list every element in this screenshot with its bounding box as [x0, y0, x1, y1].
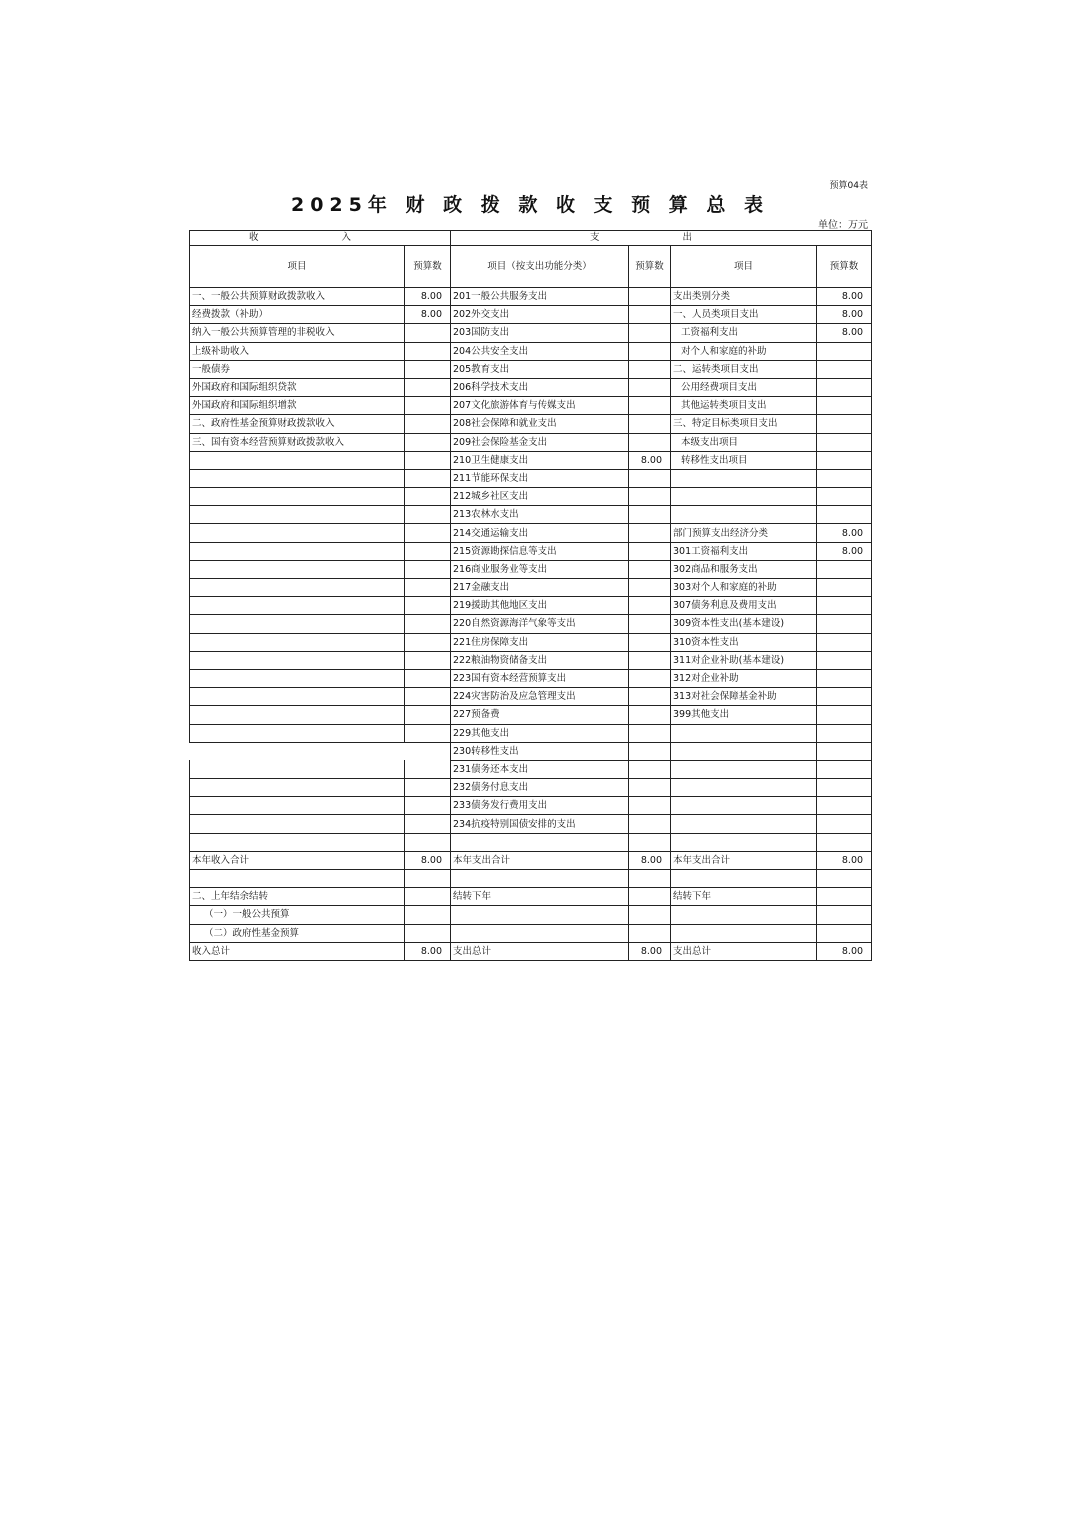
income-item-cell	[190, 651, 405, 669]
func-item-cell: 202外交支出	[451, 306, 629, 324]
table-row	[190, 615, 872, 633]
income-item-cell	[190, 524, 405, 542]
econ-amount-cell	[817, 397, 872, 415]
econ-amount-cell	[817, 342, 872, 360]
econ-amount-cell	[817, 615, 872, 633]
table-row	[190, 397, 872, 415]
func-item-cell: 212城乡社区支出	[451, 488, 629, 506]
income-amount-cell	[405, 779, 451, 797]
econ-item-cell: 307债务利息及费用支出	[671, 597, 817, 615]
income-amount-cell	[405, 433, 451, 451]
func-amount-cell	[629, 597, 671, 615]
econ-amount-cell	[817, 597, 872, 615]
func-amount-cell	[629, 324, 671, 342]
econ-item-cell: 一、人员类项目支出	[671, 306, 817, 324]
income-item-cell: 收入总计	[190, 942, 405, 960]
income-amount-cell	[405, 724, 451, 742]
econ-item-cell	[671, 815, 817, 833]
func-amount-cell	[629, 742, 671, 760]
table-row	[190, 360, 872, 378]
income-amount-cell	[405, 906, 451, 924]
econ-item-cell: 三、特定目标类项目支出	[671, 415, 817, 433]
func-item-cell: 234抗疫特别国债安排的支出	[451, 815, 629, 833]
income-item-cell: 一、一般公共预算财政拨款收入	[190, 288, 405, 306]
func-item-cell: 203国防支出	[451, 324, 629, 342]
table-row	[190, 324, 872, 342]
table-row	[190, 560, 872, 578]
header-econ-item: 项目	[671, 246, 817, 288]
income-item-cell	[190, 779, 405, 797]
econ-amount-cell	[817, 888, 872, 906]
income-amount-cell: 8.00	[405, 942, 451, 960]
econ-item-cell: 二、运转类项目支出	[671, 360, 817, 378]
budget-summary-table	[189, 230, 872, 961]
econ-item-cell: 公用经费项目支出	[671, 378, 817, 396]
func-item-cell: 224灾害防治及应急管理支出	[451, 688, 629, 706]
income-item-cell: 一般债券	[190, 360, 405, 378]
func-item-cell: 222粮油物资储备支出	[451, 651, 629, 669]
income-item-cell	[190, 760, 405, 778]
header-econ-amount: 预算数	[817, 246, 872, 288]
income-amount-cell	[405, 342, 451, 360]
income-amount-cell	[405, 688, 451, 706]
table-row	[190, 451, 872, 469]
income-amount-cell	[405, 870, 451, 888]
econ-item-cell: 301工资福利支出	[671, 542, 817, 560]
table-row	[190, 906, 872, 924]
income-amount-cell	[405, 360, 451, 378]
func-item-cell	[451, 833, 629, 851]
table-row	[190, 724, 872, 742]
income-item-cell	[190, 815, 405, 833]
econ-item-cell: 本级支出项目	[671, 433, 817, 451]
income-item-cell	[190, 488, 405, 506]
table-row	[190, 633, 872, 651]
table-row	[190, 779, 872, 797]
income-amount-cell	[405, 760, 451, 778]
econ-item-cell	[671, 724, 817, 742]
income-item-cell: 二、政府性基金预算财政拨款收入	[190, 415, 405, 433]
income-item-cell	[190, 724, 405, 742]
econ-item-cell: 其他运转类项目支出	[671, 397, 817, 415]
func-amount-cell	[629, 560, 671, 578]
table-row	[190, 378, 872, 396]
func-amount-cell	[629, 506, 671, 524]
func-item-cell: 205教育支出	[451, 360, 629, 378]
income-item-cell: 外国政府和国际组织增款	[190, 397, 405, 415]
econ-item-cell	[671, 469, 817, 487]
econ-item-cell	[671, 924, 817, 942]
income-item-cell: 二、上年结余结转	[190, 888, 405, 906]
table-row	[190, 851, 872, 869]
table-row	[190, 651, 872, 669]
func-item-cell: 207文化旅游体育与传媒支出	[451, 397, 629, 415]
econ-amount-cell: 8.00	[817, 288, 872, 306]
income-item-cell	[190, 833, 405, 851]
income-amount-cell: 8.00	[405, 288, 451, 306]
func-item-cell	[451, 906, 629, 924]
econ-item-cell: 311对企业补助(基本建设)	[671, 651, 817, 669]
econ-item-cell: 303对个人和家庭的补助	[671, 579, 817, 597]
econ-amount-cell	[817, 742, 872, 760]
econ-amount-cell	[817, 633, 872, 651]
income-amount-cell	[405, 488, 451, 506]
econ-item-cell	[671, 488, 817, 506]
func-item-cell: 215资源勘探信息等支出	[451, 542, 629, 560]
func-item-cell: 204公共安全支出	[451, 342, 629, 360]
unit-label: 单位：万元	[818, 220, 868, 231]
econ-item-cell: 对个人和家庭的补助	[671, 342, 817, 360]
income-amount-cell	[405, 397, 451, 415]
table-row	[190, 524, 872, 542]
table-row	[190, 833, 872, 851]
func-amount-cell	[629, 288, 671, 306]
income-item-cell	[190, 560, 405, 578]
func-amount-cell	[629, 378, 671, 396]
econ-amount-cell	[817, 360, 872, 378]
func-amount-cell	[629, 542, 671, 560]
econ-item-cell: 310资本性支出	[671, 633, 817, 651]
func-item-cell: 214交通运输支出	[451, 524, 629, 542]
econ-amount-cell	[817, 706, 872, 724]
econ-item-cell	[671, 779, 817, 797]
func-item-cell: 217金融支出	[451, 579, 629, 597]
econ-amount-cell: 8.00	[817, 851, 872, 869]
func-amount-cell	[629, 797, 671, 815]
header-func-amount: 预算数	[629, 246, 671, 288]
econ-amount-cell	[817, 579, 872, 597]
econ-amount-cell	[817, 870, 872, 888]
func-amount-cell: 8.00	[629, 851, 671, 869]
func-amount-cell: 8.00	[629, 451, 671, 469]
income-item-cell	[190, 688, 405, 706]
income-amount-cell	[405, 633, 451, 651]
table-row	[190, 688, 872, 706]
income-amount-cell	[405, 542, 451, 560]
income-item-cell: 外国政府和国际组织贷款	[190, 378, 405, 396]
document-title: 2025年 财 政 拨 款 收 支 预 算 总 表	[290, 194, 770, 216]
income-amount-cell	[405, 815, 451, 833]
table-row	[190, 888, 872, 906]
form-code-label: 预算04表	[829, 181, 868, 191]
func-item-cell: 229其他支出	[451, 724, 629, 742]
income-amount-cell	[405, 706, 451, 724]
income-amount-cell	[405, 506, 451, 524]
func-item-cell: 219援助其他地区支出	[451, 597, 629, 615]
econ-amount-cell	[817, 815, 872, 833]
table-row	[190, 415, 872, 433]
econ-amount-cell: 8.00	[817, 306, 872, 324]
econ-amount-cell	[817, 560, 872, 578]
econ-item-cell: 本年支出合计	[671, 851, 817, 869]
func-item-cell: 208社会保障和就业支出	[451, 415, 629, 433]
table-row	[190, 870, 872, 888]
func-amount-cell	[629, 779, 671, 797]
econ-amount-cell	[817, 451, 872, 469]
header-func-item: 项目（按支出功能分类）	[451, 246, 629, 288]
econ-item-cell: 支出类别分类	[671, 288, 817, 306]
income-item-cell	[190, 542, 405, 560]
table-row	[190, 469, 872, 487]
econ-amount-cell	[817, 433, 872, 451]
func-amount-cell	[629, 906, 671, 924]
income-amount-cell	[405, 378, 451, 396]
func-amount-cell	[629, 669, 671, 687]
table-row	[190, 288, 872, 306]
income-amount-cell	[405, 742, 451, 760]
income-item-cell: 本年收入合计	[190, 851, 405, 869]
func-item-cell: 结转下年	[451, 888, 629, 906]
income-amount-cell	[405, 415, 451, 433]
income-item-cell: （二）政府性基金预算	[190, 924, 405, 942]
econ-item-cell	[671, 506, 817, 524]
func-item-cell	[451, 924, 629, 942]
income-amount-cell: 8.00	[405, 306, 451, 324]
func-item-cell: 227预备费	[451, 706, 629, 724]
income-amount-cell	[405, 597, 451, 615]
table-row	[190, 760, 872, 778]
income-item-cell: （一）一般公共预算	[190, 906, 405, 924]
func-amount-cell	[629, 815, 671, 833]
econ-item-cell: 转移性支出项目	[671, 451, 817, 469]
econ-item-cell: 支出总计	[671, 942, 817, 960]
income-amount-cell	[405, 833, 451, 851]
func-item-cell	[451, 870, 629, 888]
table-row	[190, 306, 872, 324]
econ-item-cell	[671, 833, 817, 851]
income-amount-cell	[405, 651, 451, 669]
func-item-cell: 221住房保障支出	[451, 633, 629, 651]
func-amount-cell	[629, 615, 671, 633]
table-row	[190, 506, 872, 524]
income-item-cell: 纳入一般公共预算管理的非税收入	[190, 324, 405, 342]
func-item-cell: 210卫生健康支出	[451, 451, 629, 469]
income-item-cell	[190, 451, 405, 469]
table-row	[190, 942, 872, 960]
func-amount-cell	[629, 433, 671, 451]
income-section-header: 收 入	[190, 231, 451, 246]
econ-item-cell: 部门预算支出经济分类	[671, 524, 817, 542]
table-row	[190, 542, 872, 560]
econ-amount-cell	[817, 669, 872, 687]
table-row	[190, 669, 872, 687]
func-item-cell: 231债务还本支出	[451, 760, 629, 778]
econ-item-cell: 309资本性支出(基本建设)	[671, 615, 817, 633]
income-item-cell	[190, 633, 405, 651]
func-amount-cell	[629, 360, 671, 378]
func-amount-cell	[629, 706, 671, 724]
income-item-cell: 三、国有资本经营预算财政拨款收入	[190, 433, 405, 451]
func-amount-cell	[629, 870, 671, 888]
func-amount-cell	[629, 760, 671, 778]
func-item-cell: 223国有资本经营预算支出	[451, 669, 629, 687]
econ-amount-cell	[817, 724, 872, 742]
func-item-cell: 220自然资源海洋气象等支出	[451, 615, 629, 633]
econ-item-cell	[671, 742, 817, 760]
func-item-cell: 213农林水支出	[451, 506, 629, 524]
func-amount-cell	[629, 415, 671, 433]
income-item-cell: 经费拨款（补助）	[190, 306, 405, 324]
func-amount-cell	[629, 397, 671, 415]
income-item-cell	[190, 742, 405, 760]
income-amount-cell	[405, 560, 451, 578]
econ-amount-cell	[817, 906, 872, 924]
table-row	[190, 488, 872, 506]
func-amount-cell	[629, 924, 671, 942]
econ-amount-cell	[817, 797, 872, 815]
func-item-cell: 233债务发行费用支出	[451, 797, 629, 815]
func-amount-cell: 8.00	[629, 942, 671, 960]
table-row	[190, 815, 872, 833]
income-amount-cell	[405, 797, 451, 815]
func-amount-cell	[629, 724, 671, 742]
econ-amount-cell	[817, 506, 872, 524]
econ-amount-cell	[817, 469, 872, 487]
income-amount-cell	[405, 579, 451, 597]
income-amount-cell	[405, 615, 451, 633]
econ-amount-cell	[817, 924, 872, 942]
table-row	[190, 579, 872, 597]
econ-amount-cell	[817, 651, 872, 669]
econ-item-cell	[671, 906, 817, 924]
table-row	[190, 706, 872, 724]
header-income-amount: 预算数	[405, 246, 451, 288]
income-amount-cell	[405, 924, 451, 942]
func-amount-cell	[629, 633, 671, 651]
econ-item-cell	[671, 797, 817, 815]
table-row	[190, 433, 872, 451]
income-item-cell: 上级补助收入	[190, 342, 405, 360]
func-amount-cell	[629, 306, 671, 324]
func-amount-cell	[629, 488, 671, 506]
table-row	[190, 797, 872, 815]
func-item-cell: 209社会保险基金支出	[451, 433, 629, 451]
func-amount-cell	[629, 524, 671, 542]
income-amount-cell	[405, 324, 451, 342]
func-amount-cell	[629, 651, 671, 669]
econ-amount-cell	[817, 779, 872, 797]
func-item-cell: 232债务付息支出	[451, 779, 629, 797]
func-item-cell: 206科学技术支出	[451, 378, 629, 396]
income-amount-cell	[405, 888, 451, 906]
income-item-cell	[190, 669, 405, 687]
econ-amount-cell	[817, 688, 872, 706]
income-item-cell	[190, 597, 405, 615]
income-item-cell	[190, 506, 405, 524]
income-amount-cell	[405, 524, 451, 542]
income-item-cell	[190, 469, 405, 487]
econ-item-cell	[671, 760, 817, 778]
econ-item-cell: 302商品和服务支出	[671, 560, 817, 578]
income-item-cell	[190, 579, 405, 597]
econ-amount-cell	[817, 488, 872, 506]
income-item-cell	[190, 797, 405, 815]
econ-item-cell: 工资福利支出	[671, 324, 817, 342]
income-amount-cell: 8.00	[405, 851, 451, 869]
income-amount-cell	[405, 669, 451, 687]
func-amount-cell	[629, 579, 671, 597]
func-item-cell: 211节能环保支出	[451, 469, 629, 487]
econ-amount-cell	[817, 415, 872, 433]
func-item-cell: 本年支出合计	[451, 851, 629, 869]
income-amount-cell	[405, 451, 451, 469]
income-amount-cell	[405, 469, 451, 487]
econ-amount-cell	[817, 760, 872, 778]
table-row	[190, 924, 872, 942]
func-amount-cell	[629, 888, 671, 906]
econ-amount-cell: 8.00	[817, 942, 872, 960]
econ-amount-cell: 8.00	[817, 542, 872, 560]
econ-item-cell: 结转下年	[671, 888, 817, 906]
income-item-cell	[190, 615, 405, 633]
func-item-cell: 216商业服务业等支出	[451, 560, 629, 578]
func-item-cell: 201一般公共服务支出	[451, 288, 629, 306]
econ-item-cell: 313对社会保障基金补助	[671, 688, 817, 706]
func-amount-cell	[629, 688, 671, 706]
expense-section-header: 支 出	[451, 231, 872, 246]
table-row	[190, 342, 872, 360]
econ-amount-cell	[817, 378, 872, 396]
income-item-cell	[190, 706, 405, 724]
econ-item-cell: 312对企业补助	[671, 669, 817, 687]
header-income-item: 项目	[190, 246, 405, 288]
func-item-cell: 支出总计	[451, 942, 629, 960]
func-amount-cell	[629, 469, 671, 487]
econ-amount-cell: 8.00	[817, 324, 872, 342]
table-row	[190, 597, 872, 615]
econ-item-cell	[671, 870, 817, 888]
func-amount-cell	[629, 833, 671, 851]
econ-item-cell: 399其他支出	[671, 706, 817, 724]
func-item-cell: 230转移性支出	[451, 742, 629, 760]
income-item-cell	[190, 870, 405, 888]
econ-amount-cell: 8.00	[817, 524, 872, 542]
func-amount-cell	[629, 342, 671, 360]
table-row	[190, 742, 872, 760]
econ-amount-cell	[817, 833, 872, 851]
